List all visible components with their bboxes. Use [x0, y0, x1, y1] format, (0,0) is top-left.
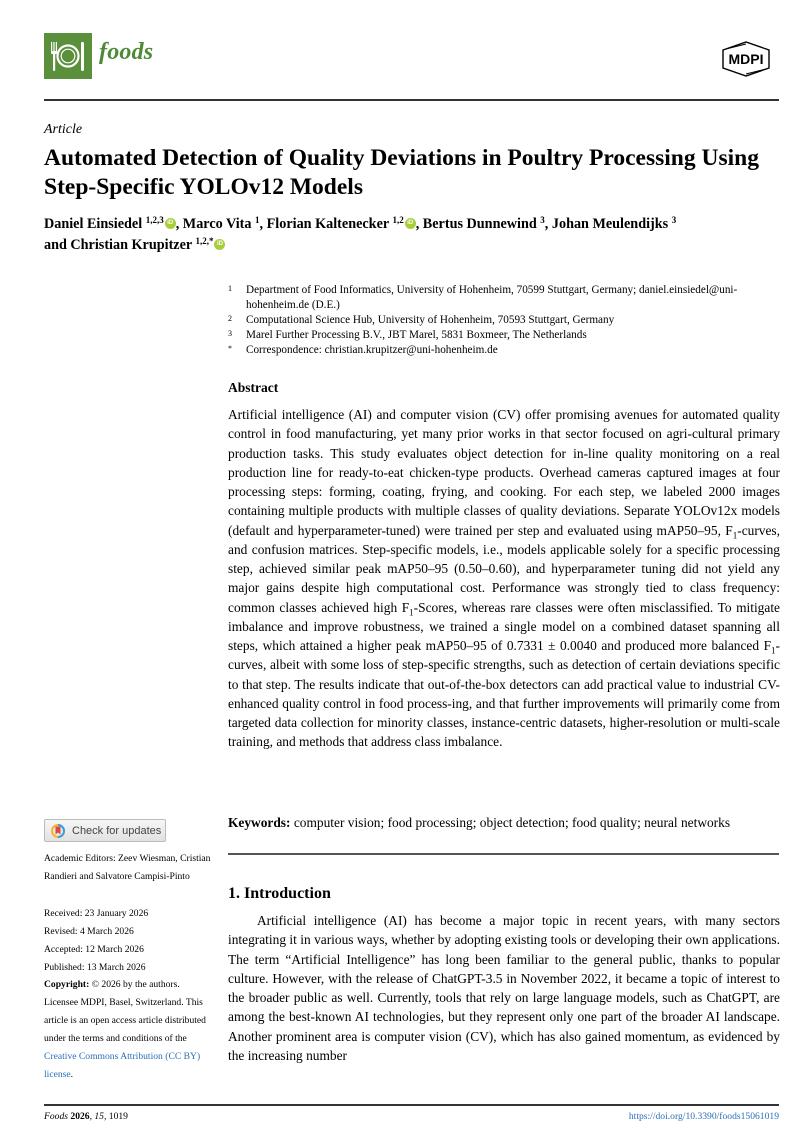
author[interactable]: Daniel Einsiedel $^{1,2,3}$ — [44, 215, 164, 232]
date-received: Received: 23 January 2026 — [44, 908, 149, 919]
citation: Foods 2026, 15, 1019 — [44, 1111, 128, 1122]
section-heading-introduction: 1. Introduction — [228, 885, 331, 902]
affiliation: 1 Department of Food Informatics, University of Hohenheim, 70599 Stuttgart, Germany; daniel.einsiedel@uni-hohenheim.de (D.E.) — [228, 284, 738, 311]
author[interactable]: and Christian Krupitzer $^{1,2,*}$ — [44, 236, 214, 253]
publication-dates — [44, 905, 214, 977]
mdpi-logo-text: MDPI — [728, 51, 764, 67]
orcid-icon[interactable]: iD — [165, 218, 176, 229]
keywords-list: computer vision; food processing; object detection; food quality; neural networks — [293, 815, 731, 830]
article-title: Automated Detection of Quality Deviations in Poultry Processing Using Step-Specific YOLOv12 Models — [44, 145, 759, 200]
journal-logo — [44, 33, 92, 79]
introduction-text: Artificial intelligence (AI) has become a major topic in recent years, with many sectors integrating it in various ways, whether by adopting existing tools or developing their own applications. The term “Artificial Intelligence” has long been familiar to the general public, thanks to popular culture. However, with the release of ChatGPT-3.5 in November 2022, it became a topic of interest to the broader public as well. Currently, tools that rely on large language models, such as ChatGPT, are among the best-known AI technologies, but they represent only one part of the broader AI landscape. Another prominent area is computer vision (CV), which has also gained momentum, as evidenced by the increasing number — [228, 913, 780, 1064]
affiliation: 2 Computational Science Hub, University of Hohenheim, 70593 Stuttgart, Germany — [228, 314, 615, 326]
affiliations — [228, 283, 788, 358]
date-published: Published: 13 March 2026 — [44, 962, 146, 973]
academic-editors: Academic Editors: Zeev Wiesman, Cristian Randieri and Salvatore Campisi-Pinto — [44, 853, 211, 882]
orcid-icon[interactable]: iD — [214, 239, 225, 250]
article-type: Article — [44, 122, 83, 137]
journal-name: foods — [99, 39, 154, 65]
footer-divider — [44, 1104, 779, 1106]
keywords-label: Keywords: — [228, 815, 291, 830]
license-link[interactable]: Creative Commons Attribution (CC BY) license — [44, 1051, 201, 1080]
section-divider — [228, 853, 779, 855]
author[interactable]: Marco Vita $^1$ — [182, 215, 260, 232]
check-updates-icon — [50, 823, 66, 839]
author-list: Daniel Einsiedel $^{1,2,3}$ iD , Marco Vita $^1$, Florian Kaltenecker $^{1,2}$ iD , Bertus Dunnewind $^3$, Johan Meulendijks $^3$ and Christian Krupitzer $^{1,2,*}$ iD — [44, 215, 677, 253]
date-accepted: Accepted: 12 March 2026 — [44, 944, 144, 955]
plate-cutlery-icon — [44, 33, 92, 79]
copyright-notice: Copyright: © 2026 by the authors. Licensee MDPI, Basel, Switzerland. This article is an open access article distributed under the terms and conditions of the Creative Commons Attribution (CC BY) license. — [44, 979, 206, 1080]
orcid-icon[interactable]: iD — [405, 218, 416, 229]
date-revised: Revised: 4 March 2026 — [44, 926, 134, 937]
affiliation: 3 Marel Further Processing B.V., JBT Marel, 5831 Boxmeer, The Netherlands — [228, 329, 587, 341]
keywords — [228, 815, 788, 831]
correspondence: * Correspondence: christian.krupitzer@uni-hohenheim.de — [228, 344, 498, 356]
abstract-heading: Abstract — [228, 380, 279, 395]
author[interactable]: Johan Meulendijks $^3$ — [551, 215, 677, 232]
header-divider — [44, 99, 779, 101]
doi-link[interactable]: https://doi.org/10.3390/foods15061019 — [628, 1111, 779, 1122]
mdpi-logo — [713, 40, 779, 78]
author[interactable]: Bertus Dunnewind $^3$ — [422, 215, 545, 232]
author[interactable]: Florian Kaltenecker $^{1,2}$ — [266, 215, 404, 232]
abstract-text: Artificial intelligence (AI) and computer vision (CV) offer promising avenues for automated quality control in food manufacturing, yet many prior works in that sector focused on agri-cultural primary production tasks. This study evaluates object detection for in-line quality monitoring on a real production line for ready-to-eat chicken-type products. Overhead cameras captured images at four processing steps: forming, coating, frying, and cooking. For each step, we labeled 2000 images containing multiple products with multiple classes of quality deviations. Separate YOLOv12x models (default and hyperparameter-tuned) were trained per step and evaluated using mAP50–95, $F_1$-curves, and confusion matrices. Step-specific models, i.e., models applicable solely for a specific processing step, achieved similar peak mAP50–95 (0.50–0.60), and hyperparameter tuning did not yield any major gains despite high computational cost. Performance was strongly tied to class frequency: common classes achieved high $F_1$-Scores, whereas rare classes were often misclassified. To mitigate imbalance and improve robustness, we trained a single model on a combined dataset spanning all steps, which attained a higher peak mAP50–95 of 0.7331 ± 0.0040 and produced more balanced $F_1$-curves, albeit with some loss of step-specific strengths, such as detection of certain deviations specific to that step. The results indicate that out-of-the-box detectors can add practical value to industrial CV-enhanced quality control in food process-ing, and that further improvements will primarily come from targeted data collection for minority classes, instance-centric datasets, higher-resolution or multi-scale training, and methods that address class imbalance. — [228, 407, 780, 750]
check-for-updates-label: Check for updates — [72, 824, 162, 837]
check-for-updates-button[interactable] — [44, 819, 166, 842]
